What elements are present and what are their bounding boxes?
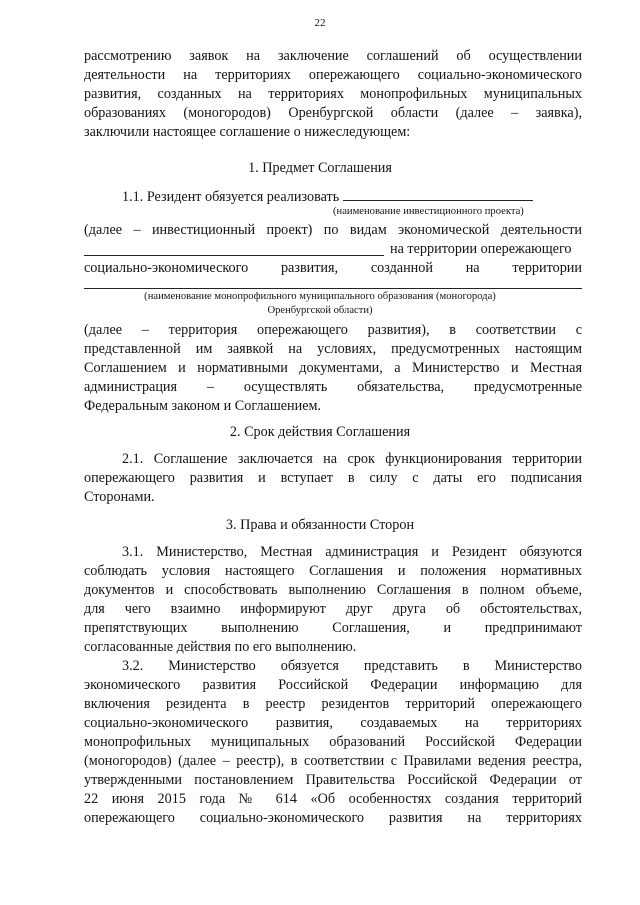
clause-3-2-line: 3.2. Министерство обязуется представить в Министерство bbox=[122, 658, 582, 674]
clause-3-2-line: (моногородов) (далее – реестр), в соответствии с Правилами ведения реестра, bbox=[84, 753, 582, 769]
page-number: 22 bbox=[314, 17, 326, 29]
clause-2-1-line: опережающего развития и вступает в силу с даты его подписания bbox=[84, 470, 582, 486]
intro-line: образованиях (моногородов) Оренбургской области (далее – заявка), bbox=[84, 105, 582, 121]
clause-1-1-line: (далее – инвестиционный проект) по видам экономической деятельности bbox=[84, 222, 582, 238]
clause-1-1-start bbox=[122, 186, 582, 207]
note-monotown-name: (наименование монопрофильного муниципального образования (моногорода) bbox=[144, 291, 496, 302]
clause-3-2-line: экономического развития Российской Федерации информацию для bbox=[84, 677, 582, 693]
clause-2-1-line: Сторонами. bbox=[84, 489, 155, 505]
clause-3-2-line: социально-экономического развития, создаваемых на территориях bbox=[84, 715, 582, 731]
clause-1-1-line: Соглашением и нормативными документами, а Министерство и Местная bbox=[84, 360, 582, 376]
intro-line: развития, созданных на территориях монопрофильных муниципальных bbox=[84, 86, 582, 102]
clause-3-2-line: утвержденными постановлением Правительства Российской Федерации от bbox=[84, 772, 582, 788]
clause-3-1-line: 3.1. Министерство, Местная администрация и Резидент обязуются bbox=[122, 544, 582, 560]
blank-field-activity bbox=[84, 255, 384, 256]
clause-1-1-line: администрация – осуществлять обязательства, предусмотренные bbox=[84, 379, 582, 395]
section-1-title: 1. Предмет Соглашения bbox=[248, 160, 392, 176]
clause-3-1-line: для чего взаимно информируют друг друга об обстоятельствах, bbox=[84, 601, 582, 617]
clause-3-1-line: соблюдать условия настоящего Соглашения и положения нормативных bbox=[84, 563, 582, 579]
blank-field-project bbox=[343, 186, 533, 201]
clause-1-1-line: представленной им заявкой на условиях, предусмотренных настоящим bbox=[84, 341, 582, 357]
clause-1-1-line: социально-экономического развития, созданной на территории bbox=[84, 260, 582, 276]
section-2-title: 2. Срок действия Соглашения bbox=[229, 424, 411, 440]
intro-line: заключили настоящее соглашение о нижеследующем: bbox=[84, 124, 411, 140]
clause-3-2-line: опережающего социально-экономического развития на территориях bbox=[84, 810, 582, 826]
clause-1-1-text: 1.1. Резидент обязуется реализовать bbox=[122, 189, 340, 205]
clause-3-2-line: монопрофильных муниципальных образований Российской Федерации bbox=[84, 734, 582, 750]
clause-3-2-line: включения резидента в реестр резидентов территорий опережающего bbox=[84, 696, 582, 712]
clause-1-1-line: Федеральным законом и Соглашением. bbox=[84, 398, 322, 414]
clause-3-1-line: согласованные действия по его выполнению. bbox=[84, 639, 357, 655]
note-project-name: (наименование инвестиционного проекта) bbox=[333, 206, 524, 217]
note-monotown-region: Оренбургской области) bbox=[267, 305, 373, 316]
clause-3-1-line: препятствующих выполнению Соглашения, и предпринимают bbox=[84, 620, 582, 636]
intro-line: деятельности на территориях опережающего социально-экономического bbox=[84, 67, 582, 83]
blank-field-monotown bbox=[84, 288, 582, 289]
clause-2-1-line: 2.1. Соглашение заключается на срок функционирования территории bbox=[122, 451, 582, 467]
intro-line: рассмотрению заявок на заключение соглашений об осуществлении bbox=[84, 48, 582, 64]
clause-1-1-line: (далее – территория опережающего развития), в соответствии с bbox=[84, 322, 582, 338]
clause-1-1-line: на территории опережающего bbox=[390, 241, 572, 257]
clause-3-2-line: 22 июня 2015 года № 614 «Об особенностях создания территорий bbox=[84, 791, 582, 807]
clause-3-1-line: документов и способствовать выполнению Соглашения в полном объеме, bbox=[84, 582, 582, 598]
section-3-title: 3. Права и обязанности Сторон bbox=[225, 517, 415, 533]
